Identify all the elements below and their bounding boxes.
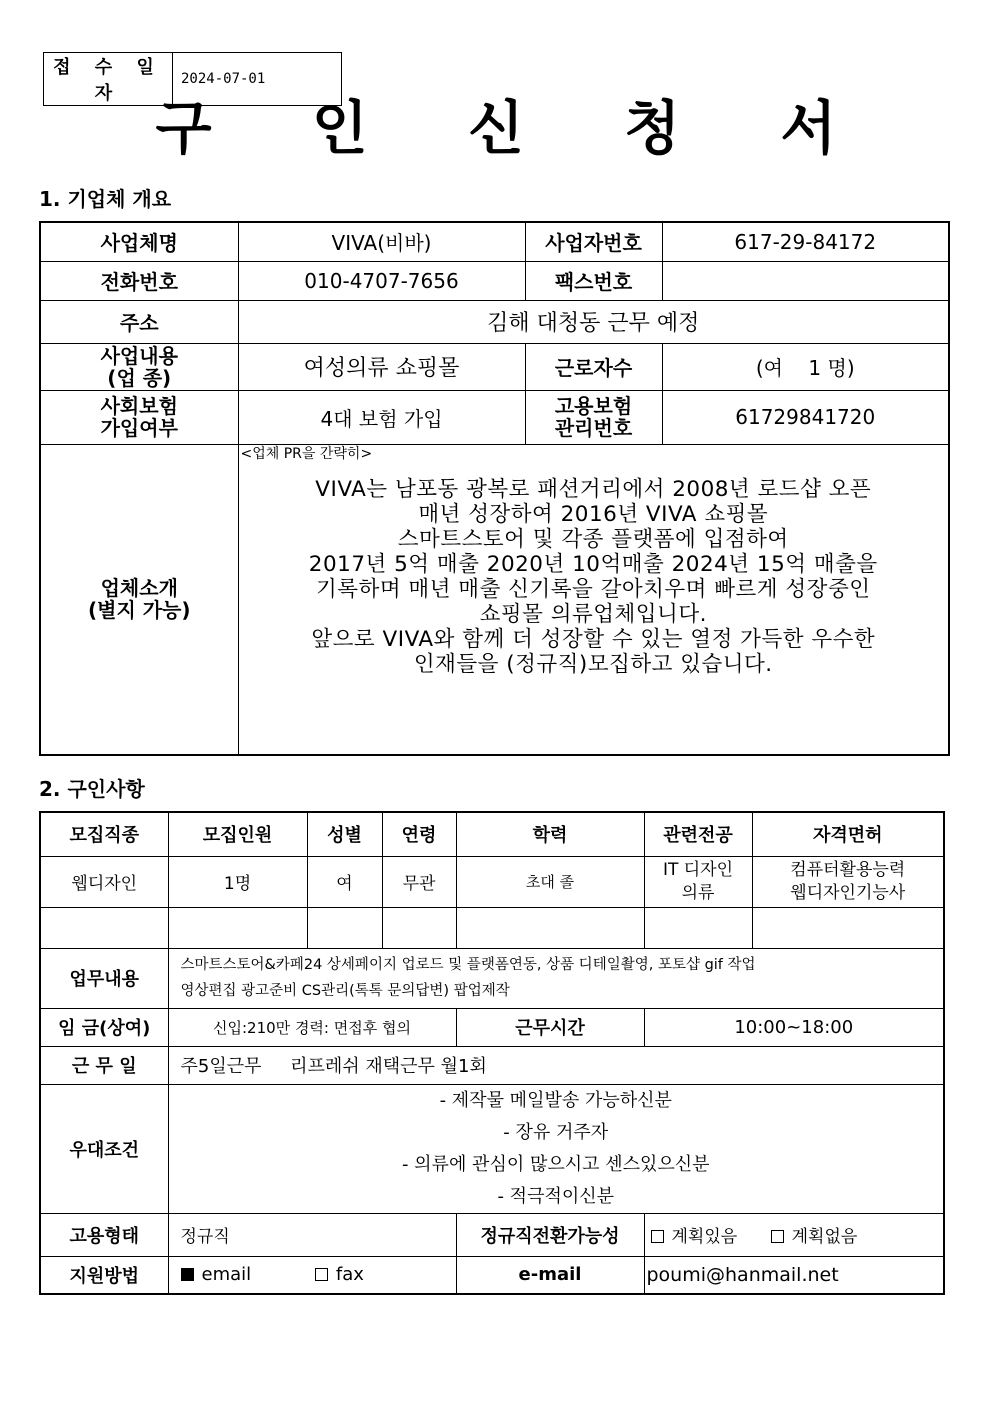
biz-no-label: 사업자번호 [525, 222, 662, 261]
intro-label-line1: 업체소개 [100, 576, 178, 601]
major-line1: IT 디자인 [662, 859, 734, 880]
phone-value: 010-4707-7656 [238, 261, 525, 300]
intro-line: 기록하며 매년 매출 신기록을 갈아치우며 빠르게 성장중인 [316, 576, 871, 602]
phone-label: 전화번호 [40, 261, 238, 300]
job-details-table [39, 811, 945, 1295]
header-license: 자격면허 [752, 812, 944, 856]
empty-cell [752, 907, 944, 948]
company-name-label: 사업체명 [40, 222, 238, 261]
empty-cell [644, 907, 752, 948]
license-line2: 웹디자인기능사 [790, 882, 906, 903]
biz-no-value: 617-29-84172 [662, 222, 949, 261]
address-value: 김해 대청동 근무 예정 [238, 300, 949, 343]
intro-body [239, 477, 949, 677]
hours-value: 10:00~18:00 [644, 1008, 944, 1046]
conversion-options [644, 1213, 944, 1256]
workday-label: 근 무 일 [40, 1046, 168, 1084]
fax-label: 팩스번호 [525, 261, 662, 300]
fax-value [662, 261, 949, 300]
conversion-not-planned-label: 계획없음 [791, 1227, 858, 1247]
empty-cell [456, 907, 644, 948]
emp-insurance-label-line1: 고용보험 [554, 394, 633, 418]
intro-label [40, 444, 238, 755]
intro-line: 스마트스토어 및 각종 플랫폼에 입점하여 [397, 526, 789, 552]
conversion-planned-checkbox[interactable] [651, 1230, 664, 1243]
header-major: 관련전공 [644, 812, 752, 856]
intro-line: 매년 성장하여 2016년 VIVA 쇼핑몰 [418, 501, 769, 527]
preference-item: - 적극적이신분 [497, 1185, 615, 1207]
employment-type-label: 고용형태 [40, 1213, 168, 1256]
business-label [40, 343, 238, 390]
education-value: 초대 졸 [456, 856, 644, 907]
hours-label: 근무시간 [456, 1008, 644, 1046]
intro-content [238, 444, 949, 755]
conversion-planned-label: 계획있음 [671, 1227, 738, 1247]
count-value: 1명 [168, 856, 307, 907]
employment-type-value: 정규직 [168, 1213, 456, 1256]
preference-item: - 장유 거주자 [503, 1121, 609, 1143]
insurance-value: 4대 보험 가입 [238, 390, 525, 444]
preference-item: - 제작물 메일발송 가능하신분 [439, 1089, 672, 1111]
emp-insurance-label [525, 390, 662, 444]
duty-label: 업무내용 [40, 948, 168, 1008]
insurance-label-line2: 가입여부 [100, 416, 178, 440]
intro-label-line2: (별지 가능) [87, 598, 191, 623]
insurance-label [40, 390, 238, 444]
duty-line2: 영상편집 광고준비 CS관리(톡톡 문의답변) 팝업제작 [180, 983, 510, 999]
receipt-date-label: 접 수 일 자 [44, 53, 173, 106]
wage-label: 임 금(상여) [40, 1008, 168, 1046]
apply-method-options [168, 1256, 456, 1294]
company-overview-table [39, 221, 950, 756]
business-value: 여성의류 쇼핑몰 [238, 343, 525, 390]
empty-cell [307, 907, 382, 948]
duty-value [168, 948, 944, 1008]
document-title: 구 인 신 청 서 [155, 94, 877, 162]
license-line1: 컴퓨터활용능력 [790, 859, 906, 880]
intro-note: <업체 PR을 간략히> [240, 445, 373, 462]
apply-email-checkbox[interactable] [181, 1268, 194, 1281]
header-age: 연령 [382, 812, 456, 856]
empty-cell [168, 907, 307, 948]
workers-value: (여 1 명) [662, 343, 949, 390]
workers-label: 근로자수 [525, 343, 662, 390]
apply-fax-checkbox[interactable] [315, 1268, 328, 1281]
age-value: 무관 [382, 856, 456, 907]
business-label-line1: 사업내용 [100, 343, 178, 368]
job-value: 웹디자인 [40, 856, 168, 907]
address-label: 주소 [40, 300, 238, 343]
conversion-not-planned-checkbox[interactable] [771, 1230, 784, 1243]
intro-line: 쇼핑몰 의류업체입니다. [479, 601, 707, 627]
intro-line: 앞으로 VIVA와 함께 더 성장할 수 있는 열정 가득한 우수한 [311, 626, 876, 652]
apply-fax-label: fax [335, 1264, 364, 1286]
workday-value: 주5일근무 리프레쉬 재택근무 월1회 [168, 1046, 944, 1084]
section1-heading: 1. 기업체 개요 [39, 187, 172, 211]
license-value [752, 856, 944, 907]
gender-value: 여 [307, 856, 382, 907]
major-line2: 의류 [681, 882, 715, 903]
header-gender: 성별 [307, 812, 382, 856]
emp-insurance-label-line2: 관리번호 [554, 416, 633, 440]
intro-line: VIVA는 남포동 광복로 패션거리에서 2008년 로드샵 오픈 [315, 476, 872, 502]
intro-line: 인재들을 (정규직)모집하고 있습니다. [413, 651, 773, 677]
conversion-label: 정규직전환가능성 [456, 1213, 644, 1256]
apply-method-label: 지원방법 [40, 1256, 168, 1294]
duty-line1: 스마트스토어&카페24 상세페이지 업로드 및 플랫폼연동, 상품 디테일촬영, 포토샵 gif 작업 [180, 957, 756, 973]
preference-label: 우대조건 [40, 1084, 168, 1213]
emp-insurance-value: 61729841720 [662, 390, 949, 444]
header-education: 학력 [456, 812, 644, 856]
wage-value: 신입:210만 경력: 면접후 협의 [168, 1008, 456, 1046]
header-job: 모집직종 [40, 812, 168, 856]
section2-heading: 2. 구인사항 [39, 777, 145, 801]
company-name-value: VIVA(비바) [238, 222, 525, 261]
header-count: 모집인원 [168, 812, 307, 856]
major-value [644, 856, 752, 907]
preference-item: - 의류에 관심이 많으시고 센스있으신분 [401, 1153, 710, 1175]
insurance-label-line1: 사회보험 [100, 394, 178, 418]
email-label: e-mail [456, 1256, 644, 1294]
apply-email-label: email [201, 1264, 252, 1286]
receipt-date-value: 2024-07-01 [173, 53, 342, 106]
empty-cell [382, 907, 456, 948]
intro-line: 2017년 5억 매출 2020년 10억매출 2024년 15억 매출을 [308, 551, 878, 577]
empty-cell [40, 907, 168, 948]
email-value: poumi@hanmail.net [644, 1256, 944, 1294]
business-label-line2: (업 종) [107, 365, 172, 390]
preference-list [168, 1084, 944, 1213]
